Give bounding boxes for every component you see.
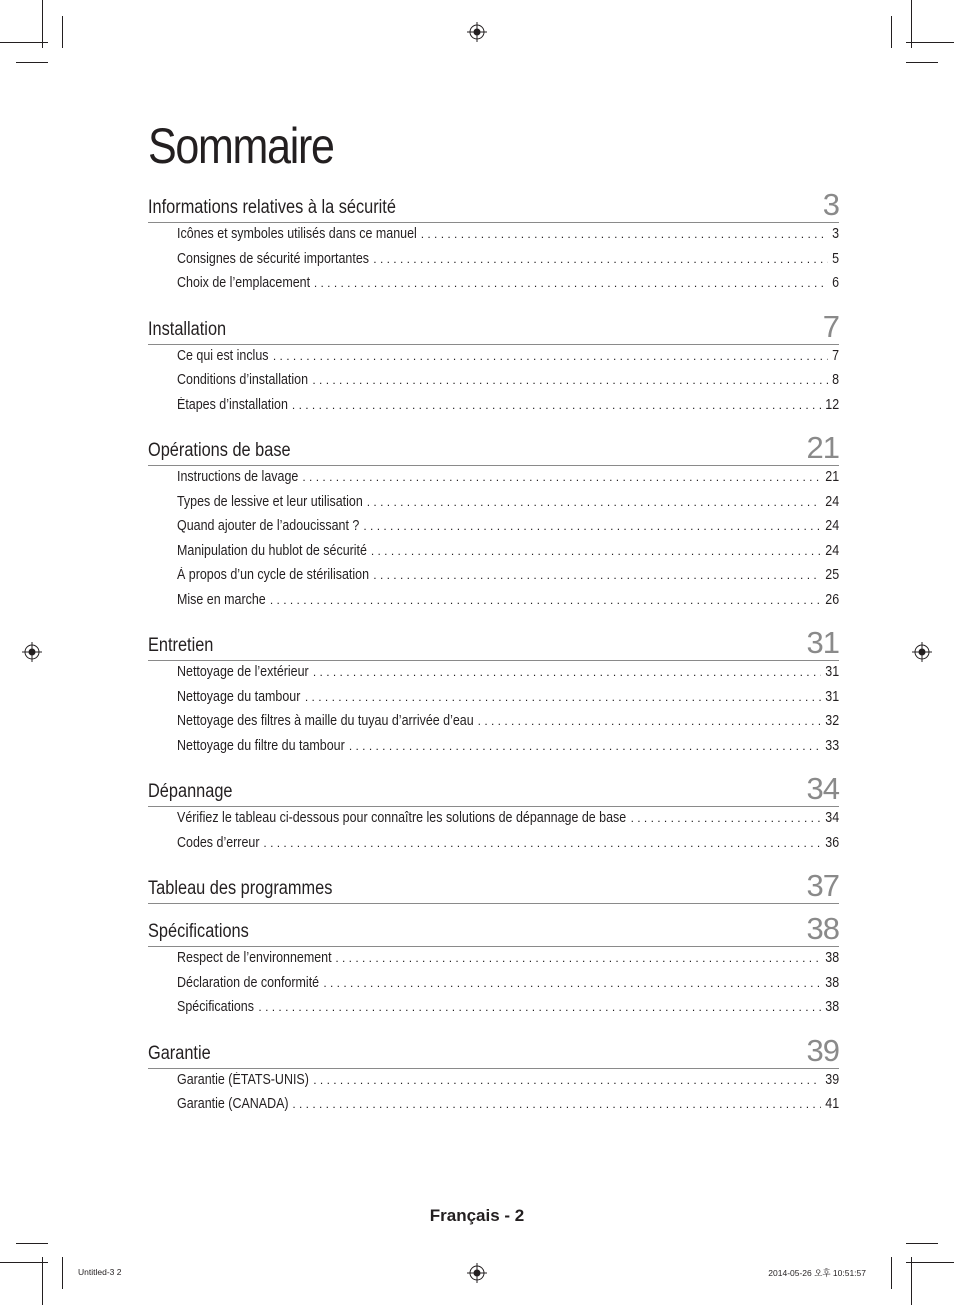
toc-section-page-number: 7 (822, 308, 839, 344)
dot-leader (349, 739, 821, 753)
toc-entry-label: Spécifications (177, 999, 254, 1015)
toc-entry-list (148, 807, 839, 865)
dot-leader (373, 568, 821, 582)
toc-entry-list (148, 947, 839, 1030)
toc-section-page-number: 3 (822, 187, 839, 222)
toc-entry[interactable] (177, 950, 839, 975)
toc-entry-page-number: 7 (832, 347, 839, 364)
dot-leader (263, 836, 821, 850)
toc-section (148, 427, 839, 622)
toc-entry[interactable] (177, 664, 839, 689)
toc-entry-page-number: 12 (825, 396, 839, 413)
toc-entry-page-number: 24 (825, 493, 839, 510)
toc-entry-list (148, 661, 839, 768)
toc-entry-label: Garantie (ÉTATS-UNIS) (177, 1071, 309, 1088)
toc-entry-page-number: 6 (832, 275, 839, 291)
toc-section-page-number: 39 (806, 1032, 839, 1068)
page-footer: Français - 2 (429, 1206, 525, 1225)
toc-section-header[interactable] (148, 908, 839, 947)
toc-section (148, 865, 839, 908)
toc-entry[interactable] (177, 810, 839, 835)
toc-entry-page-number: 36 (825, 834, 839, 851)
toc-entry-list (148, 223, 839, 306)
dot-leader (421, 227, 828, 241)
toc-entry-page-number: 41 (825, 1096, 839, 1112)
toc-section-header[interactable] (148, 865, 839, 904)
toc-entry-page-number: 38 (825, 974, 839, 991)
toc-entry-label: Choix de l’emplacement (177, 275, 311, 291)
toc-section (148, 768, 839, 865)
toc-section-header[interactable] (148, 1030, 839, 1069)
toc-entry-label: Mise en marche (177, 591, 266, 608)
crop-mark (906, 42, 954, 43)
registration-mark-icon (912, 642, 932, 662)
toc-entry-page-number: 38 (825, 999, 839, 1015)
dot-leader (270, 593, 821, 607)
crop-mark (906, 62, 938, 63)
toc-section-title: Garantie (148, 1042, 211, 1064)
toc-entry-page-number: 24 (825, 542, 839, 559)
dot-leader (258, 1000, 821, 1014)
dot-leader (323, 976, 821, 990)
dot-leader (363, 519, 821, 533)
toc-section-page-number: 37 (806, 868, 839, 903)
toc-entry-label: Consignes de sécurité importantes (177, 250, 370, 267)
dot-leader (631, 811, 821, 825)
dot-leader (305, 690, 821, 704)
toc-entry-page-number: 34 (825, 810, 839, 826)
toc-entry-page-number: 39 (825, 1071, 839, 1088)
dot-leader (292, 1097, 821, 1111)
toc-section-title: Dépannage (148, 781, 233, 802)
toc-entry[interactable] (177, 1096, 839, 1121)
crop-mark (42, 1257, 43, 1305)
toc-entry[interactable] (177, 1072, 839, 1097)
toc-entry-label: Nettoyage des filtres à maille du tuyau d’arrivée d’eau (177, 713, 474, 729)
toc-entry-label: Ce qui est inclus (177, 347, 269, 364)
toc-section (148, 622, 839, 768)
registration-mark-icon (22, 642, 42, 662)
dot-leader (335, 951, 821, 965)
toc-entry-label: Garantie (CANADA) (177, 1096, 289, 1112)
toc-entry[interactable] (177, 689, 839, 714)
toc-entry[interactable] (177, 494, 839, 519)
toc-entry-list (148, 345, 839, 428)
toc-entry-label: Déclaration de conformité (177, 974, 320, 991)
toc-entry-page-number: 3 (832, 226, 839, 242)
toc-entry[interactable] (177, 518, 839, 543)
toc-section-header[interactable] (148, 768, 839, 807)
registration-mark-icon (467, 1263, 487, 1283)
dot-leader (371, 544, 821, 558)
crop-mark (0, 1262, 48, 1263)
toc-entry-page-number: 5 (832, 250, 839, 267)
toc-entry-label: Nettoyage de l’extérieur (177, 664, 309, 680)
crop-mark (891, 16, 892, 48)
toc-entry[interactable] (177, 226, 839, 251)
print-slug-left: Untitled-3 2 (78, 1267, 122, 1277)
toc-entry-page-number: 31 (825, 688, 839, 705)
crop-mark (16, 1243, 48, 1244)
toc-entry-page-number: 38 (825, 950, 839, 966)
crop-mark (911, 1257, 912, 1305)
toc-section-page-number: 38 (806, 911, 839, 946)
dot-leader (313, 1073, 821, 1087)
toc-section-title: Installation (148, 318, 227, 340)
toc-section-title: Spécifications (148, 921, 249, 942)
registration-mark-icon (467, 22, 487, 42)
toc-section (148, 306, 839, 428)
page-title: Sommaire (148, 118, 334, 174)
toc-entry-label: Vérifiez le tableau ci-dessous pour connaître les solutions de dépannage de base (177, 810, 627, 826)
toc-section-title: Informations relatives à la sécurité (148, 197, 396, 218)
toc-entry[interactable] (177, 543, 839, 568)
toc-entry-label: Respect de l’environnement (177, 950, 332, 966)
toc-entry-label: Conditions d’installation (177, 372, 309, 388)
toc-entry[interactable] (177, 372, 839, 397)
toc-entry[interactable] (177, 592, 839, 617)
toc-entry-page-number: 26 (825, 591, 839, 608)
toc-entry-page-number: 25 (825, 567, 839, 583)
toc-entry[interactable] (177, 275, 839, 300)
toc-entry-label: Codes d’erreur (177, 834, 260, 851)
toc-entry[interactable] (177, 397, 839, 422)
crop-mark (0, 42, 48, 43)
crop-mark (906, 1243, 938, 1244)
crop-mark (891, 1257, 892, 1289)
toc-entry-page-number: 32 (825, 713, 839, 729)
toc-entry-label: Types de lessive et leur utilisation (177, 493, 363, 510)
dot-leader (292, 398, 821, 412)
crop-mark (911, 0, 912, 48)
toc-entry[interactable] (177, 835, 839, 860)
toc-section-page-number: 34 (806, 771, 839, 806)
toc-entry[interactable] (177, 713, 839, 738)
toc-entry-label: Icônes et symboles utilisés dans ce manuel (177, 226, 417, 242)
toc-entry-label: Nettoyage du filtre du tambour (177, 737, 345, 754)
crop-mark (62, 16, 63, 48)
toc-section-page-number: 21 (806, 430, 839, 465)
dot-leader (314, 276, 828, 290)
toc-section-header[interactable] (148, 306, 839, 345)
toc-entry[interactable] (177, 251, 839, 276)
toc-entry-label: Quand ajouter de l’adoucissant ? (177, 518, 360, 534)
dot-leader (312, 373, 828, 387)
crop-mark (62, 1257, 63, 1289)
toc-entry-label: Étapes d’installation (177, 396, 288, 413)
toc-section-header[interactable] (148, 427, 839, 466)
toc-entry-label: Manipulation du hublot de sécurité (177, 542, 367, 559)
toc-entry-page-number: 24 (825, 518, 839, 534)
dot-leader (367, 495, 821, 509)
toc-entry-page-number: 33 (825, 737, 839, 754)
toc-entry-label: Instructions de lavage (177, 469, 299, 485)
toc-entry[interactable] (177, 975, 839, 1000)
print-slug-right: 2014-05-26 오후 10:51:57 (768, 1268, 866, 1278)
toc-section-page-number: 31 (806, 625, 839, 660)
toc-entry[interactable] (177, 738, 839, 763)
dot-leader (313, 665, 821, 679)
toc-section-title: Tableau des programmes (148, 878, 333, 899)
toc-entry[interactable] (177, 469, 839, 494)
toc-entry-page-number: 8 (832, 372, 839, 388)
toc-entry[interactable] (177, 348, 839, 373)
toc-section-title: Entretien (148, 635, 214, 656)
toc-entry-page-number: 31 (825, 664, 839, 680)
toc-entry[interactable] (177, 567, 839, 592)
toc-section-header[interactable] (148, 184, 839, 223)
toc-entry-label: Nettoyage du tambour (177, 688, 301, 705)
toc-entry-list (148, 466, 839, 622)
dot-leader (478, 714, 821, 728)
toc-entry[interactable] (177, 999, 839, 1024)
toc-entry-page-number: 21 (825, 469, 839, 485)
crop-mark (16, 62, 48, 63)
toc-section (148, 1030, 839, 1127)
crop-mark (42, 0, 43, 48)
table-of-contents (148, 184, 839, 1127)
crop-mark (906, 1262, 954, 1263)
toc-entry-label: À propos d’un cycle de stérilisation (177, 567, 370, 583)
toc-section (148, 908, 839, 1030)
toc-section-title: Opérations de base (148, 440, 291, 461)
toc-entry-list (148, 1069, 839, 1127)
dot-leader (302, 470, 821, 484)
toc-section-header[interactable] (148, 622, 839, 661)
toc-section (148, 184, 839, 306)
dot-leader (273, 349, 828, 363)
dot-leader (373, 252, 828, 266)
